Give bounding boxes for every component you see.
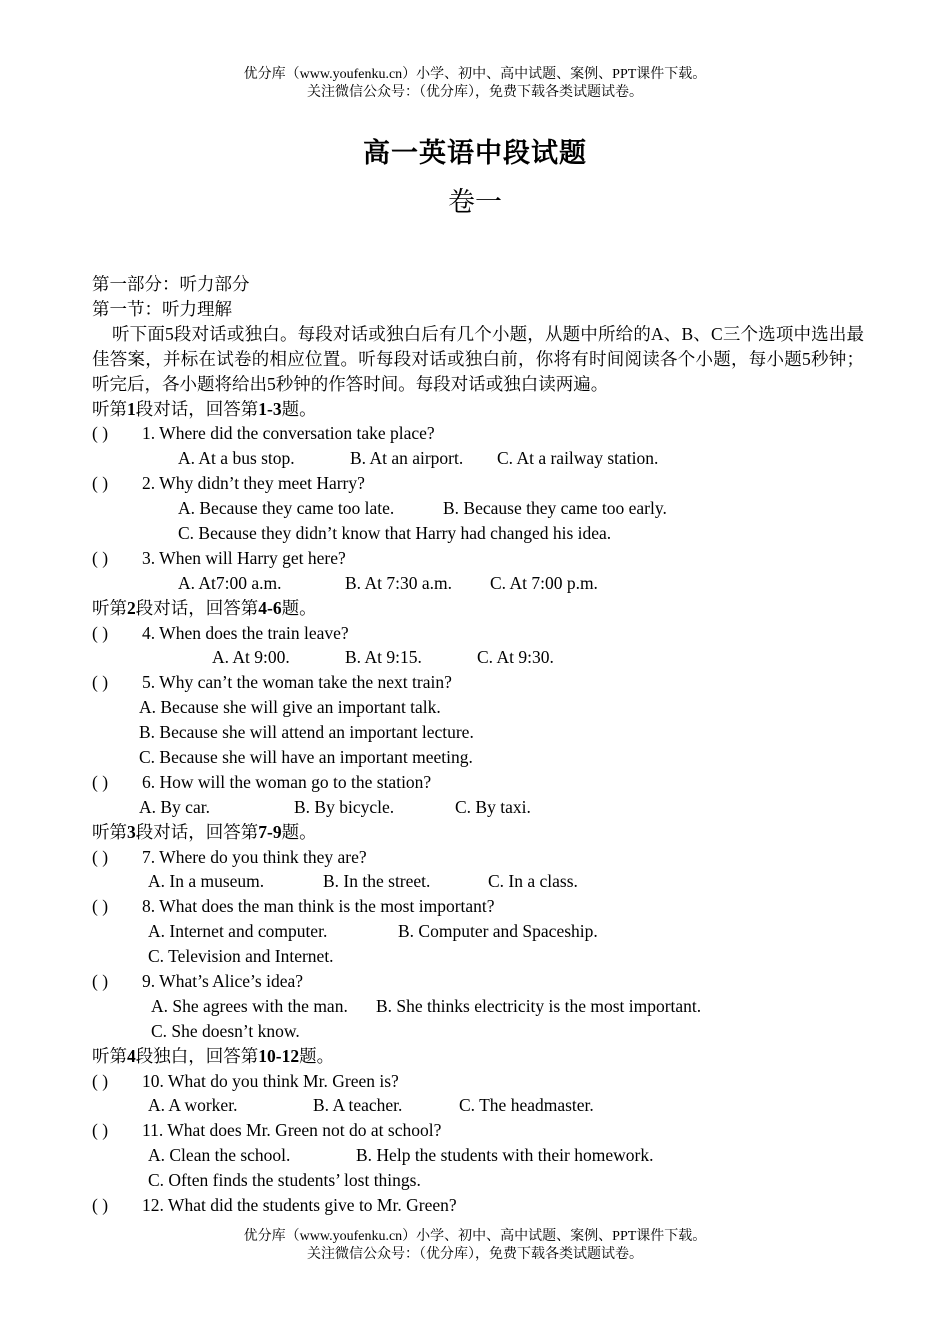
question-5: ( ) 5. Why can’t the woman take the next train? (92, 670, 864, 695)
options-2-c (92, 521, 864, 546)
option-a: A. By car. (139, 796, 210, 817)
option-c: C. At a railway station. (497, 448, 659, 469)
option-b: B. Computer and Spaceship. (398, 921, 598, 942)
page-title: 高一英语中段试题 (363, 138, 587, 168)
answer-blank[interactable]: ( ) (92, 622, 109, 643)
options-9 (92, 994, 864, 1019)
option-b: B. By bicycle. (294, 796, 395, 817)
option-c: C. In a class. (488, 871, 578, 892)
header-line-2: 关注微信公众号：（优分库），免费下载各类试题试卷。 (307, 85, 643, 100)
question-4: ( ) 4. When does the train leave? (92, 621, 864, 646)
option-b: B. A teacher. (313, 1095, 403, 1116)
page-header (0, 66, 950, 102)
option-b: B. She thinks electricity is the most important. (376, 995, 702, 1016)
group-heading: 听第1段对话，回答第1-3题。 (92, 398, 317, 419)
option-a: A. Because they came too late. (178, 498, 395, 519)
part-heading: 第一部分：听力部分 (92, 274, 250, 294)
group-heading: 听第3段对话，回答第7-9题。 (92, 821, 317, 842)
option-a: A. Internet and computer. (148, 921, 328, 942)
option-b: B. At 9:15. (345, 647, 422, 668)
question-12: ( ) 12. What did the students give to Mr. Green? (92, 1193, 864, 1218)
answer-blank[interactable]: ( ) (92, 1070, 109, 1091)
option-c: C. She doesn’t know. (151, 1020, 300, 1041)
options-6 (92, 795, 864, 820)
option-a: A. A worker. (148, 1095, 238, 1116)
options-10 (92, 1093, 864, 1118)
answer-blank[interactable]: ( ) (92, 547, 109, 568)
footer-line-1: 优分库（www.youfenku.cn）小学、初中、高中试题、案例、PPT课件下载。 (243, 1229, 707, 1244)
option-b: B. Help the students with their homework. (356, 1145, 654, 1166)
answer-blank[interactable]: ( ) (92, 423, 109, 444)
option-a: A. At 9:00. (212, 647, 290, 668)
option-b: B. At 7:30 a.m. (345, 572, 452, 593)
options-3 (92, 571, 864, 596)
question-3: ( ) 3. When will Harry get here? (92, 546, 864, 571)
page-footer (0, 1228, 950, 1264)
options-4 (92, 645, 864, 670)
question-8: ( ) 8. What does the man think is the most important? (92, 894, 864, 919)
exam-body (92, 272, 864, 1218)
option-b: B. Because they came too early. (443, 498, 667, 519)
group-heading: 听第2段对话，回答第4-6题。 (92, 597, 317, 618)
answer-blank[interactable]: ( ) (92, 771, 109, 792)
answer-blank[interactable]: ( ) (92, 672, 109, 693)
instructions: 听下面5段对话或独白。每段对话或独白后有几个小题，从题中所给的A、B、C三个选项中选出最佳答案，并标在试卷的相应位置。听每段对话或独白前，你将有时间阅读各个小题，每小题5秒钟；听完后，各小题将给出5秒钟的作答时间。每段对话或独白读两遍。 (92, 323, 864, 394)
question-11: ( ) 11. What does Mr. Green not do at school? (92, 1118, 864, 1143)
option-a: A. In a museum. (148, 871, 265, 892)
options-9-c (92, 1019, 864, 1044)
options-1 (92, 446, 864, 471)
answer-blank[interactable]: ( ) (92, 896, 109, 917)
group-heading: 听第4段独白，回答第10-12题。 (92, 1045, 335, 1066)
page-subtitle: 卷一 (448, 187, 502, 217)
option-b: B. At an airport. (350, 448, 464, 469)
question-10: ( ) 10. What do you think Mr. Green is? (92, 1069, 864, 1094)
option-a: A. At7:00 a.m. (178, 572, 282, 593)
question-7: ( ) 7. Where do you think they are? (92, 845, 864, 870)
option-c: C. By taxi. (455, 796, 531, 817)
options-7 (92, 869, 864, 894)
option-a: A. She agrees with the man. (151, 995, 348, 1016)
options-8 (92, 919, 864, 944)
question-9: ( ) 9. What’s Alice’s idea? (92, 969, 864, 994)
footer-line-2: 关注微信公众号：（优分库），免费下载各类试题试卷。 (307, 1247, 643, 1262)
option-c: C. At 7:00 p.m. (490, 572, 598, 593)
options-11 (92, 1143, 864, 1168)
answer-blank[interactable]: ( ) (92, 473, 109, 494)
question-2: ( ) 2. Why didn’t they meet Harry? (92, 471, 864, 496)
option-a: A. At a bus stop. (178, 448, 295, 469)
answer-blank[interactable]: ( ) (92, 970, 109, 991)
option-a-line: A. Because she will give an important talk. (139, 697, 441, 718)
option-c: C. The headmaster. (459, 1095, 594, 1116)
answer-blank[interactable]: ( ) (92, 1195, 109, 1215)
option-c-line: C. Because she will have an important meeting. (139, 746, 473, 767)
header-line-1: 优分库（www.youfenku.cn）小学、初中、高中试题、案例、PPT课件下载。 (243, 67, 707, 82)
answer-blank[interactable]: ( ) (92, 1120, 109, 1141)
options-8-c (92, 944, 864, 969)
option-a: A. Clean the school. (148, 1145, 291, 1166)
options-11-c (92, 1168, 864, 1193)
section-heading: 第一节：听力理解 (92, 298, 232, 319)
option-c: C. Often finds the students’ lost things. (148, 1170, 421, 1191)
question-1: ( ) 1. Where did the conversation take place? (92, 421, 864, 446)
question-6: ( ) 6. How will the woman go to the station? (92, 770, 864, 795)
option-b: B. In the street. (323, 871, 431, 892)
options-2 (92, 496, 864, 521)
option-c: C. At 9:30. (477, 647, 554, 668)
option-b-line: B. Because she will attend an important lecture. (139, 722, 474, 743)
option-c: C. Because they didn’t know that Harry had changed his idea. (178, 522, 612, 543)
option-c: C. Television and Internet. (148, 946, 334, 967)
answer-blank[interactable]: ( ) (92, 846, 109, 867)
